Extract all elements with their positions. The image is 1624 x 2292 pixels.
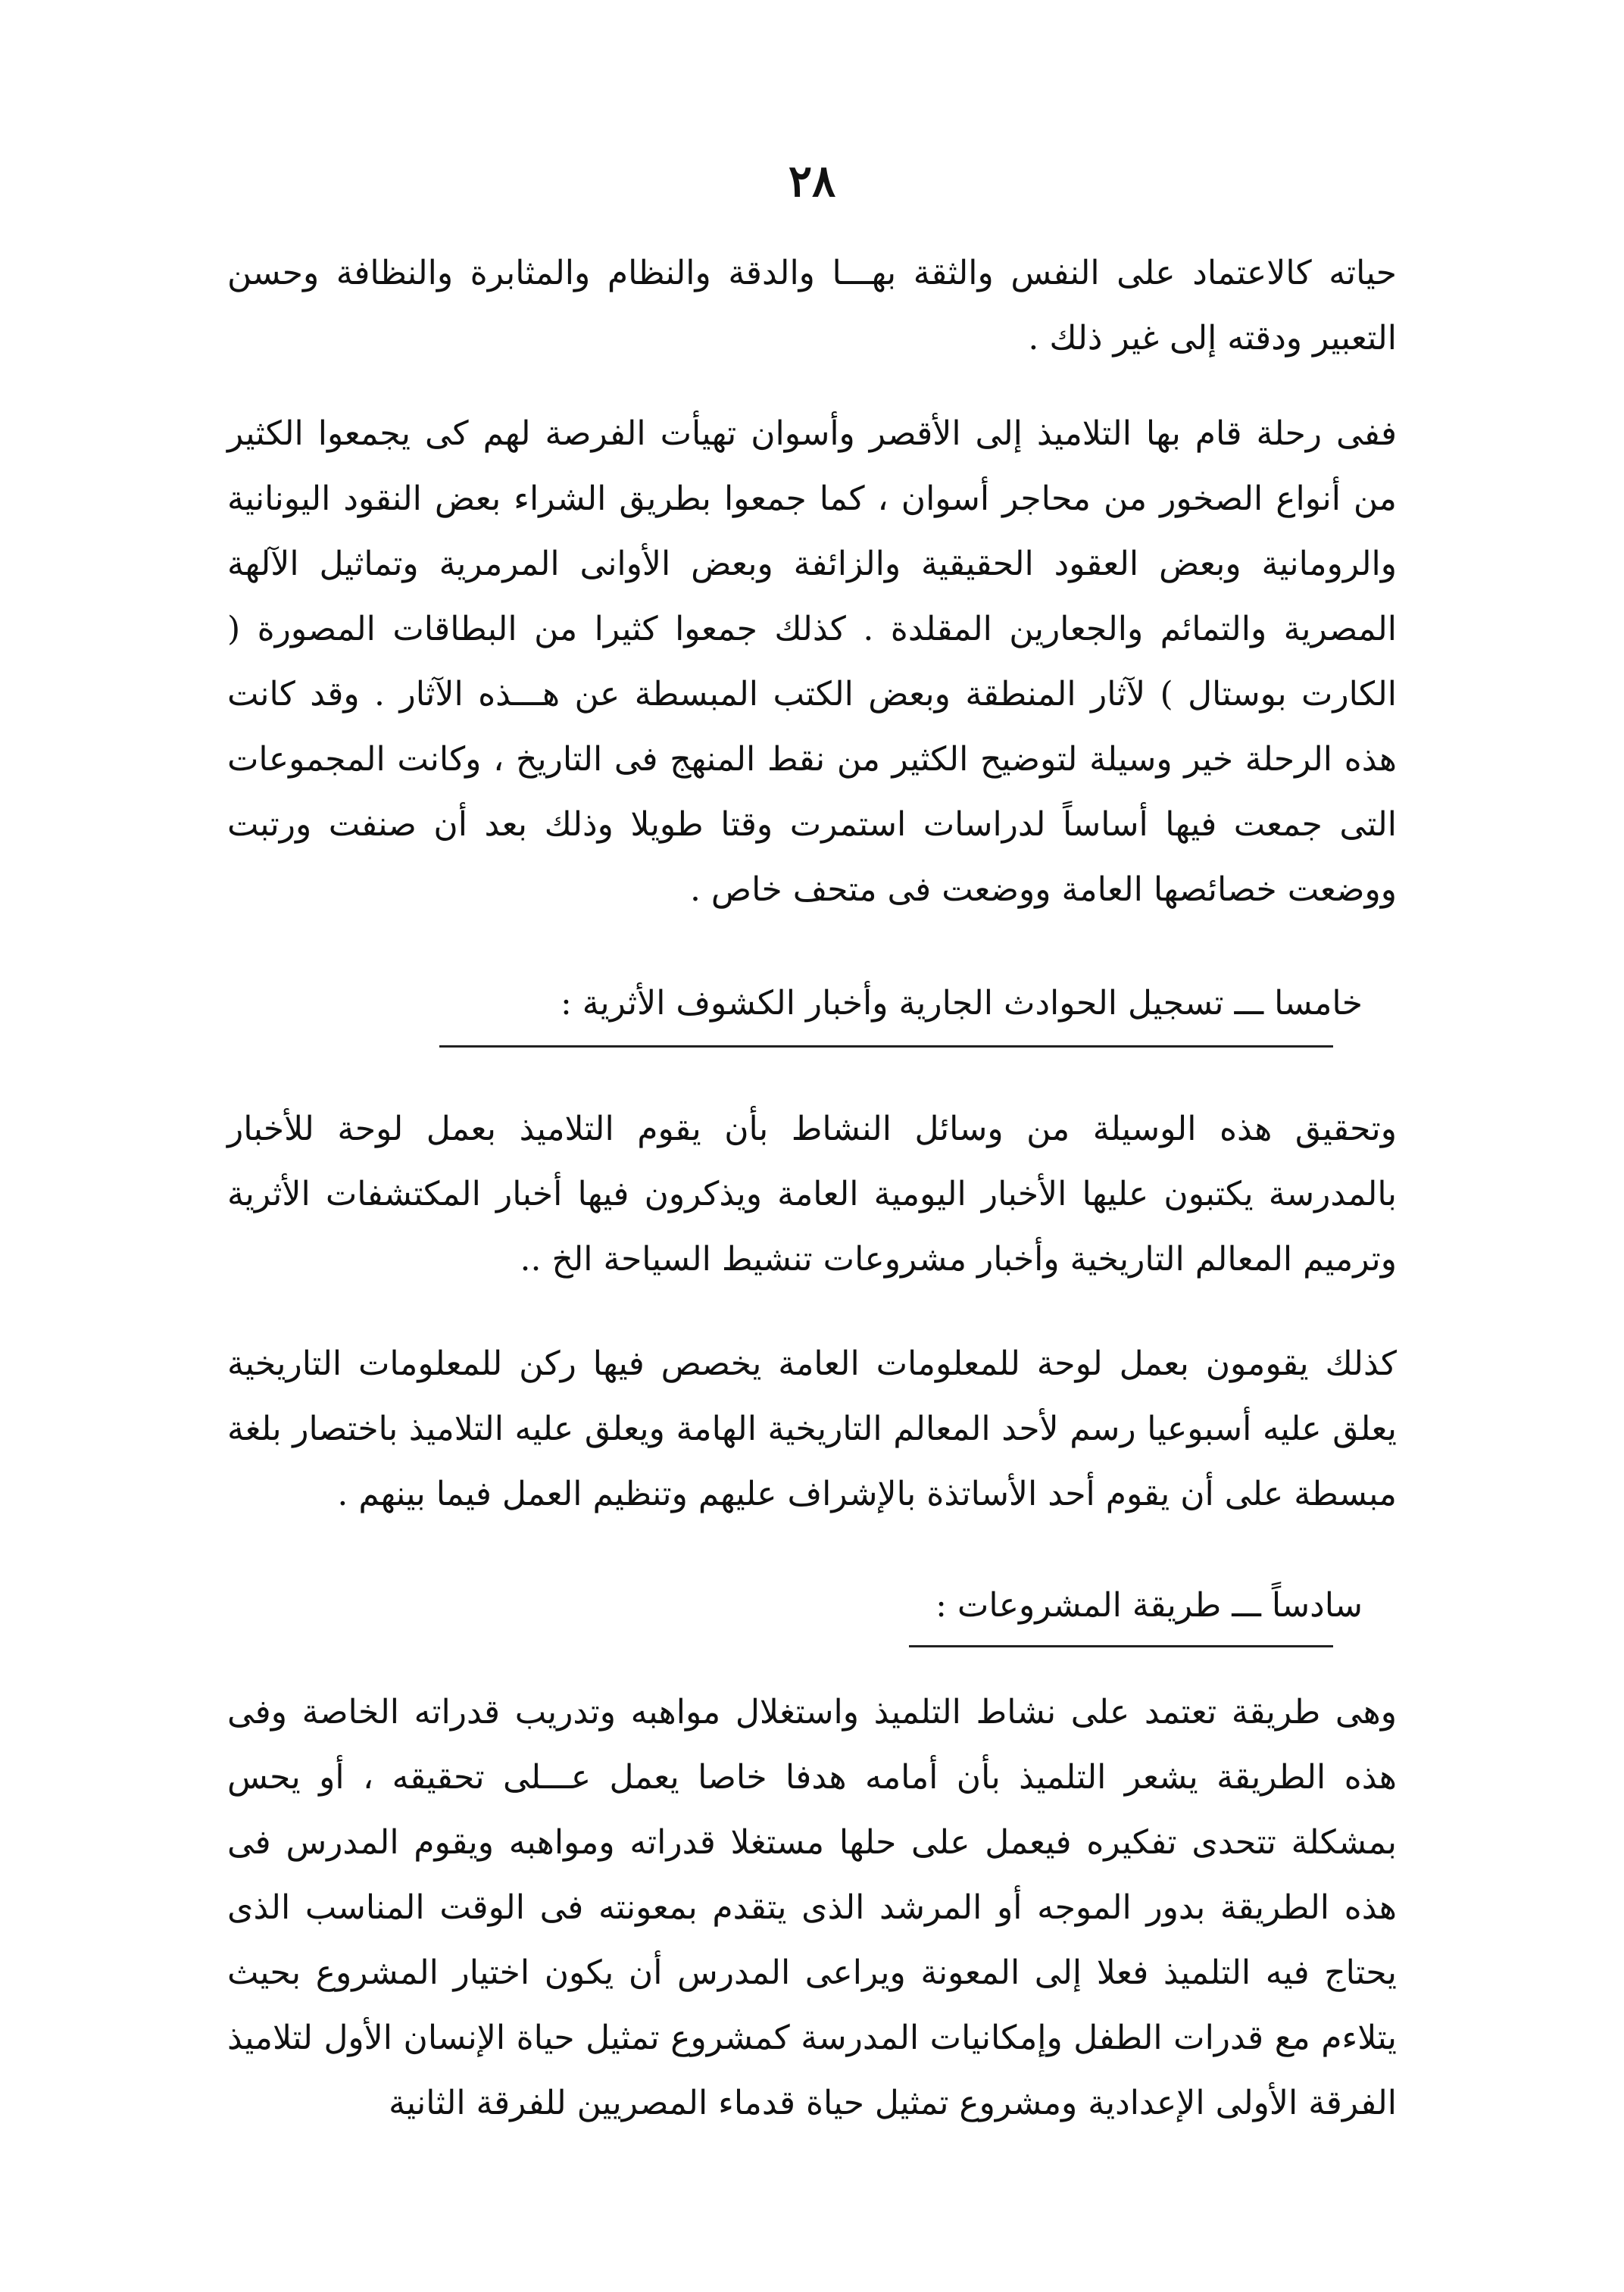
section-heading-6: سادساً ـــ طريقة المشروعات : bbox=[935, 1586, 1363, 1625]
paragraph-3: وتحقيق هذه الوسيلة من وسائل النشاط بأن يقوم التلاميذ بعمل لوحة للأخبار بالمدرسة يكتبون عليها الأخبار اليومية العامة ويذكرون فيها أخبار المكتشفات الأثرية وترميم المعالم التاريخية وأخبار مشروعات تنشيط السياحة الخ .. bbox=[227, 1110, 1398, 1279]
heading-underline bbox=[909, 1645, 1333, 1647]
paragraph-5: وهى طريقة تعتمد على نشاط التلميذ واستغلال مواهبه وتدريب قدراته الخاصة وفى هذه الطريقة يشعر التلميذ بأن أمامه هدفا خاصا يعمل عـــلى تحقيقه ، أو يحس بمشكلة تتحدى تفكيره فيعمل على حلها مستغلا قدراته ومواهبه ويقوم المدرس فى هذه الطريقة بدور الموجه أو المرشد الذى يتقدم بمعونته فى الوقت المناسب الذى يحتاج فيه التلميذ فعلا إلى المعونة ويراعى المدرس أن يكون اختيار المشروع بحيث يتلاءم مع قدرات الطفل وإمكانيات المدرسة كمشروع تمثيل حياة الإنسان الأول لتلاميذ الفرقة الأولى الإعدادية ومشروع تمثيل حياة قدماء المصريين للفرقة الثانية bbox=[227, 1693, 1397, 2122]
heading-underline bbox=[439, 1045, 1333, 1048]
paragraph-2: ففى رحلة قام بها التلاميذ إلى الأقصر وأسوان تهيأت الفرصة لهم كى يجمعوا الكثير من أنواع الصخور من محاجر أسوان ، كما جمعوا بطريق الشراء بعض النقود اليونانية والرومانية وبعض العقود الحقيقية والزائفة وبعض الأوانى المرمرية وتماثيل الآلهة المصرية والتمائم والجعارين المقلدة . كذلك جمعوا كثيرا من البطاقات المصورة ( الكارت بوستال ) لآثار المنطقة وبعض الكتب المبسطة عن هـــذه الآثار . وقد كانت هذه الرحلة خير وسيلة لتوضيح الكثير من نقط المنهج فى التاريخ ، وكانت المجموعات التى جمعت فيها أساساً لدراسات استمرت وقتا طويلا وذلك بعد أن صنفت ورتبت ووضعت خصائصها العامة ووضعت فى متحف خاص . bbox=[227, 414, 1397, 909]
page-number: ٢٨ bbox=[788, 155, 836, 207]
paragraph-4: كذلك يقومون بعمل لوحة للمعلومات العامة يخصص فيها ركن للمعلومات التاريخية يعلق عليه أسبوعيا رسم لأحد المعالم التاريخية الهامة ويعلق عليه التلاميذ باختصار بلغة مبسطة على أن يقوم أحد الأساتذة بالإشراف عليهم وتنظيم العمل فيما بينهم . bbox=[227, 1344, 1397, 1513]
section-heading-5: خامسا ـــ تسجيل الحوادث الجارية وأخبار الكشوف الأثرية : bbox=[560, 984, 1363, 1023]
paragraph-1: حياته كالاعتماد على النفس والثقة بهـــا والدقة والنظام والمثابرة والنظافة وحسن التعبير ودقته إلى غير ذلك . bbox=[227, 254, 1397, 358]
